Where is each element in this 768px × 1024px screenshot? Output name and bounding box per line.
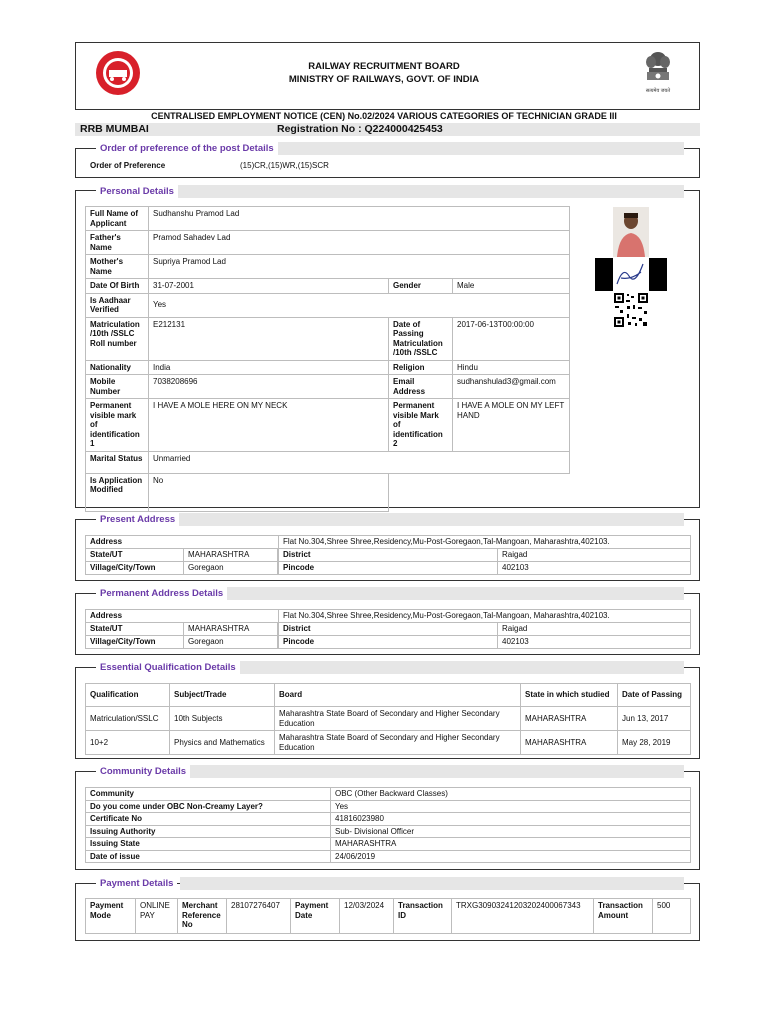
permanent-district: Raigad [498,623,691,636]
qualification-title: Essential Qualification Details [96,661,240,674]
permanent-village: Goregaon [184,636,278,649]
present-village: Goregaon [184,562,278,575]
rrb-name: RRB MUMBAI [80,123,149,135]
application-modified: No [149,473,389,511]
father-name: Pramod Sahadev Lad [149,231,570,255]
religion: Hindu [453,360,570,375]
present-address-table: Address Flat No.304,Shree Shree,Residency,Mu-Post-Goregaon,Tal-Mangoan, Maharashtra,402103. State/UT MAHARASHTRA District Raigad Village/City/Town Goregaon Pincode 402103 [85,535,691,575]
present-pincode: 402103 [498,562,691,575]
present-address-title: Present Address [96,513,179,526]
table-row: 10+2 Physics and Mathematics Maharashtra State Board of Secondary and Higher Secondary Education MAHARASHTRA May 28, 2019 [86,731,691,755]
present-state: MAHARASHTRA [184,549,278,562]
email-address: sudhanshulad3@gmail.com [453,375,570,399]
preference-label: Order of Preference [90,161,166,170]
present-district: Raigad [498,549,691,562]
table-row: Matriculation/SSLC 10th Subjects Maharashtra State Board of Secondary and Higher Secondary Education MAHARASHTRA Jun 13, 2017 [86,707,691,731]
railway-logo-icon [95,50,141,96]
aadhaar-status: Yes [149,293,570,317]
table-row: Community OBC (Other Backward Classes) [86,788,691,801]
applicant-photo [613,207,649,257]
passing-date: 2017-06-13T00:00:00 [453,317,570,360]
identification-mark-2: I HAVE A MOLE ON MY LEFT HAND [453,399,570,452]
applicant-signature [595,258,667,291]
full-name: Sudhanshu Pramod Lad [149,207,570,231]
payment-mode: ONLINE PAY [136,899,178,934]
board-title: RAILWAY RECRUITMENT BOARD [308,61,460,72]
qualification-table: Qualification Subject/Trade Board State in which studied Date of Passing Matriculation/SSLC 10th Subjects Maharashtra State Board of Secondary and Higher Secondary Education MAHARASHTRA Jun 13, 2017 10+2 Physics and Mathematics Maharashtra State Board of Secondary and Higher Secondary Education MAHARASHTRA May 28, 2019 [85,683,691,755]
personal-title: Personal Details [96,185,178,198]
payment-table: Payment Mode ONLINE PAY Merchant Reference No 28107276407 Payment Date 12/03/2024 Transaction ID TRXG30903241203202400067343 Transaction Amount 500 [85,898,691,934]
identification-mark-1: I HAVE A MOLE HERE ON MY NECK [149,399,389,452]
community-title: Community Details [96,765,190,778]
merchant-reference: 28107276407 [227,899,291,934]
ministry-title: MINISTRY OF RAILWAYS, GOVT. OF INDIA [288,74,480,85]
present-address-value: Flat No.304,Shree Shree,Residency,Mu-Post-Goregaon,Tal-Mangoan, Maharashtra,402103. [279,536,691,549]
nationality: India [149,360,389,375]
table-row: Issuing State MAHARASHTRA [86,838,691,851]
transaction-amount: 500 [653,899,691,934]
table-row: Certificate No 41816023980 [86,813,691,826]
personal-table: Full Name of Applicant Sudhanshu Pramod Lad Father's Name Pramod Sahadev Lad Mother's Name Supriya Pramod Lad Date Of Birth 31-07-2001 Gender Male Is Aadhaar Verified Yes Matriculation /10th /SSLC Roll number E212131 Date of Passing Matriculation /10th /SSLC 2017-06-13T00:00:00 Nationality India Religion Hindu Mobile Number 7038208696 Email Address sudhanshulad3@gmail.com Permanent visible mark of identification 1 I HAVE A MOLE HERE ON MY NECK Permanent visible Mark of identification 2 I HAVE A MOLE ON MY LEFT HAND Marital Status Unmarried Is Application Modified No [85,206,570,512]
date-of-birth: 31-07-2001 [149,279,389,294]
marital-status: Unmarried [149,451,570,473]
preference-value: (15)CR,(15)WR,(15)SCR [240,161,329,170]
permanent-address-table: Address Flat No.304,Shree Shree,Residency,Mu-Post-Goregaon,Tal-Mangoan, Maharashtra,402103. State/UT MAHARASHTRA District Raigad Village/City/Town Goregaon Pincode 402103 [85,609,691,649]
permanent-address-value: Flat No.304,Shree Shree,Residency,Mu-Post-Goregaon,Tal-Mangoan, Maharashtra,402103. [279,610,691,623]
table-row: Date of issue 24/06/2019 [86,850,691,863]
transaction-id: TRXG30903241203202400067343 [452,899,594,934]
registration-number: Registration No : Q224000425453 [277,123,443,135]
qr-code-icon [613,292,649,328]
community-table [85,787,691,863]
permanent-state: MAHARASHTRA [184,623,278,636]
mother-name: Supriya Pramod Lad [149,255,570,279]
gender: Male [453,279,570,294]
table-row: Do you come under OBC Non-Creamy Layer? Yes [86,800,691,813]
matric-roll: E212131 [149,317,389,360]
preference-title: Order of preference of the post Details [96,142,278,155]
emblem-caption: सत्यमेव जयते [645,88,671,94]
payment-date: 12/03/2024 [340,899,394,934]
mobile-number: 7038208696 [149,375,389,399]
payment-title: Payment Details [96,877,177,890]
notice-title: CENTRALISED EMPLOYMENT NOTICE (CEN) No.02/2024 VARIOUS CATEGORIES OF TECHNICIAN GRADE III [151,111,617,121]
permanent-pincode: 402103 [498,636,691,649]
permanent-address-title: Permanent Address Details [96,587,227,600]
table-row: Issuing Authority Sub- Divisional Officer [86,825,691,838]
